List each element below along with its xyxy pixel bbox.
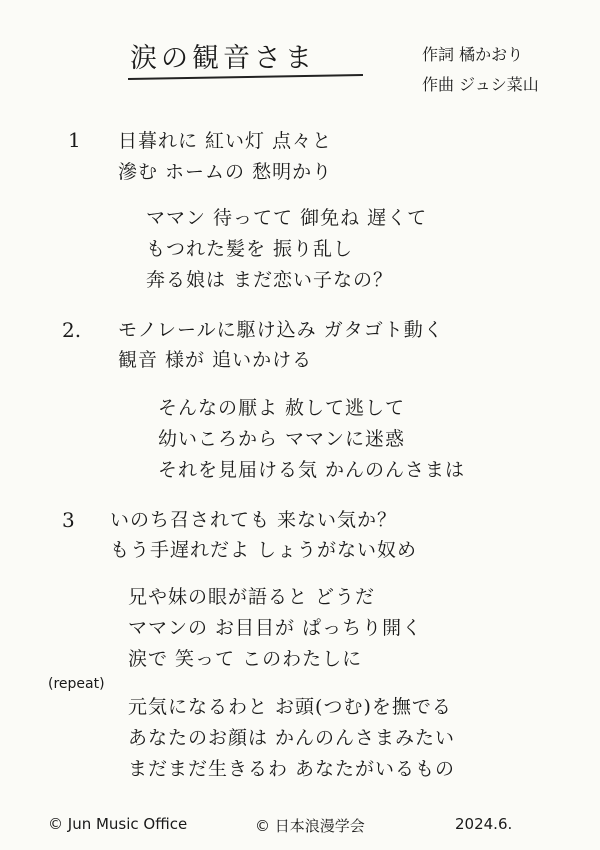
verse-line: ママンの お目目が ぱっちり開く: [128, 617, 423, 639]
verse-1-number: 1: [68, 128, 81, 152]
copyright-jun-music: © Jun Music Office: [48, 815, 188, 833]
verse-line: 兄や妹の眼が語ると どうだ: [128, 586, 376, 608]
repeat-tag: (repeat): [48, 676, 105, 692]
copyright-society: © 日本浪漫学会: [255, 817, 365, 835]
lyricist-credit: 作詞 橘かおり: [422, 45, 524, 64]
credits: [422, 40, 539, 100]
verse-line: 涙で 笑って このわたしに: [128, 648, 363, 670]
date-stamp: 2024.6.: [455, 815, 513, 833]
repeat-line: 元気になるわと お頭(つむ)を撫でる: [128, 696, 452, 718]
verse-line: いのち召されても 来ない気か？: [110, 509, 398, 531]
verse-line: 観音 様が 追いかける: [118, 349, 313, 371]
song-title: 涙の観音さま: [130, 43, 316, 74]
verse-line: そんなの厭よ 赦して逃して: [158, 397, 406, 419]
verse-line: もう手遅れだよ しょうがない奴め: [110, 539, 418, 561]
repeat-line: まだまだ生きるわ あなたがいるもの: [128, 758, 456, 780]
verse-line: 幼いころから ママンに迷惑: [158, 428, 406, 450]
composer-credit: 作曲 ジュシ菜山: [422, 75, 539, 94]
verse-line: 奔る娘は まだ恋い子なの？: [146, 269, 394, 291]
repeat-line: あなたのお顔は かんのんさまみたい: [128, 727, 456, 749]
verse-3-number: 3: [62, 508, 75, 532]
verse-line: モノレールに駆け込み ガタゴト動く: [118, 319, 444, 341]
verse-line: ママン 待ってて 御免ね 遅くて: [146, 207, 428, 229]
verse-line: 日暮れに 紅い灯 点々と: [118, 130, 333, 152]
verse-line: それを見届ける気 かんのんさまは: [158, 459, 466, 481]
verse-line: 滲む ホームの 愁明かり: [118, 161, 333, 183]
verse-2-number: 2.: [62, 318, 82, 342]
verse-line: もつれた髪を 振り乱し: [146, 238, 354, 260]
